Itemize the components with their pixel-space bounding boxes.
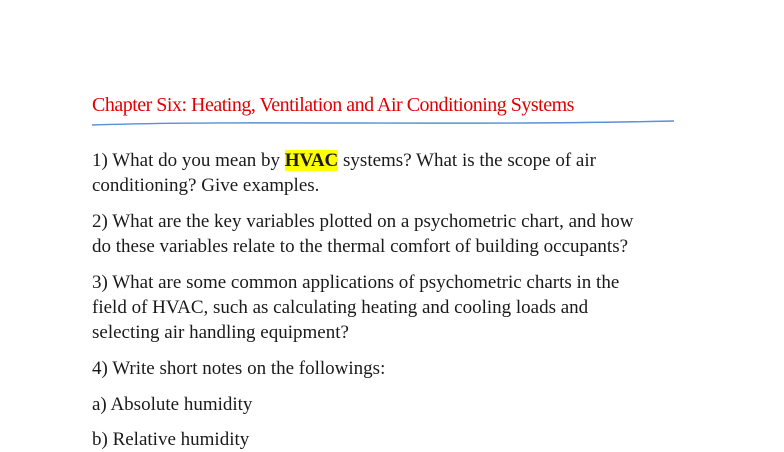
question-1-prefix: 1) What do you mean by (92, 150, 285, 171)
item-a-absolute-humidity: a) Absolute humidity (92, 394, 253, 415)
question-3-line-1: 3) What are some common applications of psychometric charts in the (92, 272, 620, 293)
question-4-line-1: 4) Write short notes on the followings: (92, 358, 386, 379)
hvac-highlight: HVAC (284, 150, 339, 171)
title-underline (0, 116, 784, 130)
question-3-line-3: selecting air handling equipment? (92, 322, 349, 343)
question-1-suffix: systems? What is the scope of air (338, 150, 596, 171)
question-1-line-2: conditioning? Give examples. (92, 175, 320, 196)
chapter-title: Chapter Six: Heating, Ventilation and Air Conditioning Systems (92, 94, 574, 116)
question-3-line-2: field of HVAC, such as calculating heating and cooling loads and (92, 297, 589, 318)
item-b-relative-humidity: b) Relative humidity (92, 429, 250, 450)
question-2-line-1: 2) What are the key variables plotted on a psychometric chart, and how (92, 211, 634, 232)
question-1-line-1 (92, 148, 712, 173)
question-2-line-2: do these variables relate to the thermal comfort of building occupants? (92, 236, 629, 257)
